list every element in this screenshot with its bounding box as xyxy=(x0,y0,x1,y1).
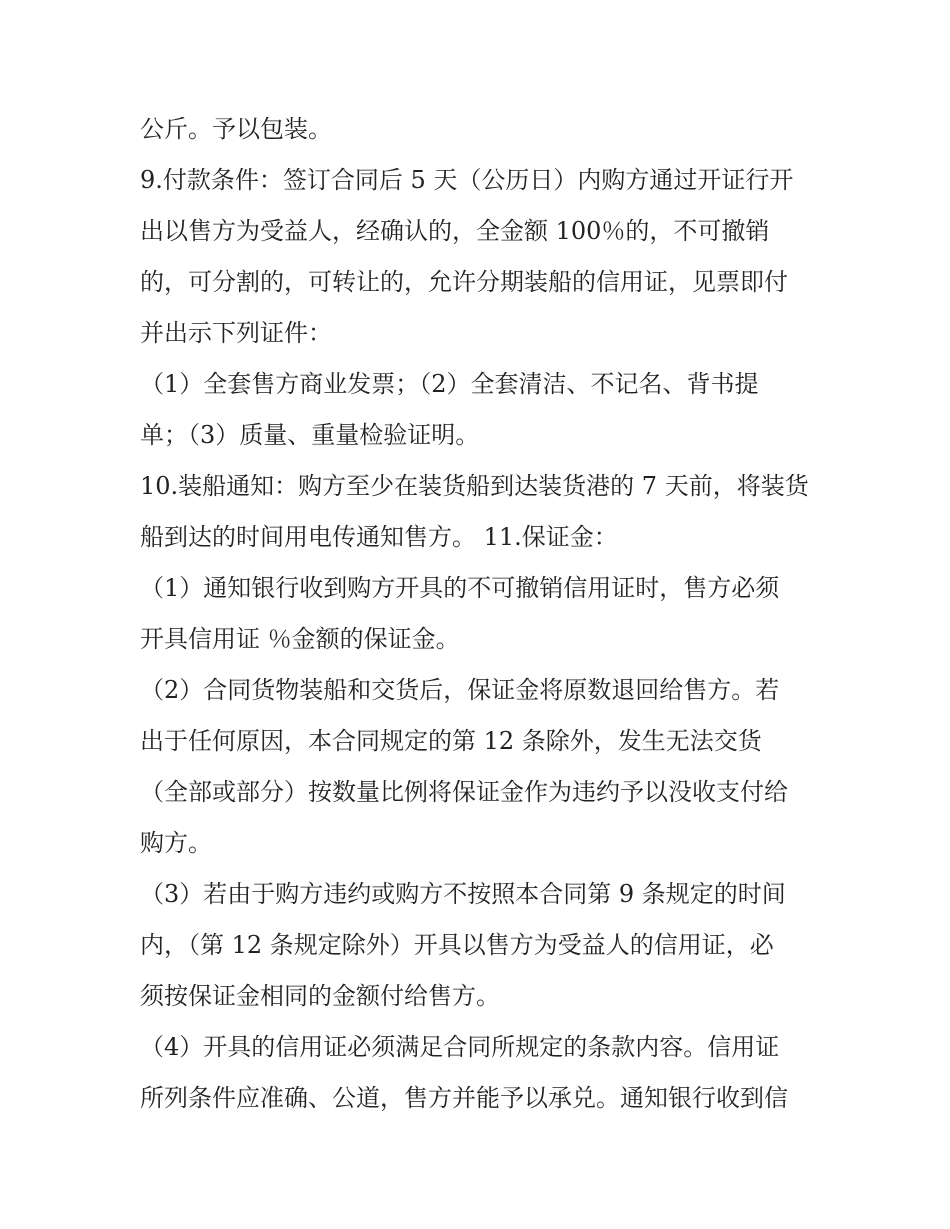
text-line: 并出示下列证件： xyxy=(140,319,332,347)
text-line: 的，可分割的，可转让的，允许分期装船的信用证，见票即付 xyxy=(140,268,788,296)
text-line: （4）开具的信用证必须满足合同所规定的条款内容。信用证 xyxy=(140,1033,780,1061)
text-line: 船到达的时间用电传通知售方。 11.保证金： xyxy=(140,523,618,551)
text-line: 出以售方为受益人，经确认的，全金额 100％的，不可撤销 xyxy=(140,217,770,245)
text-line: 开具信用证 ％金额的保证金。 xyxy=(140,625,460,653)
text-line: 9.付款条件：签订合同后 5 天（公历日）内购方通过开证行开 xyxy=(140,166,794,194)
text-line: 公斤。予以包装。 xyxy=(140,115,332,143)
text-line: （1）全套售方商业发票；（2）全套清洁、不记名、背书提 xyxy=(140,370,759,398)
text-line: 须按保证金相同的金额付给售方。 xyxy=(140,982,500,1010)
text-line: （1）通知银行收到购方开具的不可撤销信用证时，售方必须 xyxy=(140,574,780,602)
text-line: （全部或部分）按数量比例将保证金作为违约予以没收支付给 xyxy=(140,778,788,806)
text-line: （2）合同货物装船和交货后，保证金将原数退回给售方。若 xyxy=(140,676,780,704)
text-line: 单；（3）质量、重量检验证明。 xyxy=(140,421,480,449)
text-line: 10.装船通知：购方至少在装货船到达装货港的 7 天前，将装货 xyxy=(140,472,809,500)
text-line: 所列条件应准确、公道，售方并能予以承兑。通知银行收到信 xyxy=(140,1084,788,1112)
contract-text xyxy=(140,104,820,1124)
text-line: 出于任何原因，本合同规定的第 12 条除外，发生无法交货 xyxy=(140,727,762,755)
text-line: （3）若由于购方违约或购方不按照本合同第 9 条规定的时间 xyxy=(140,880,786,908)
text-line: 购方。 xyxy=(140,829,212,857)
text-line: 内，（第 12 条规定除外）开具以售方为受益人的信用证，必 xyxy=(140,931,774,959)
